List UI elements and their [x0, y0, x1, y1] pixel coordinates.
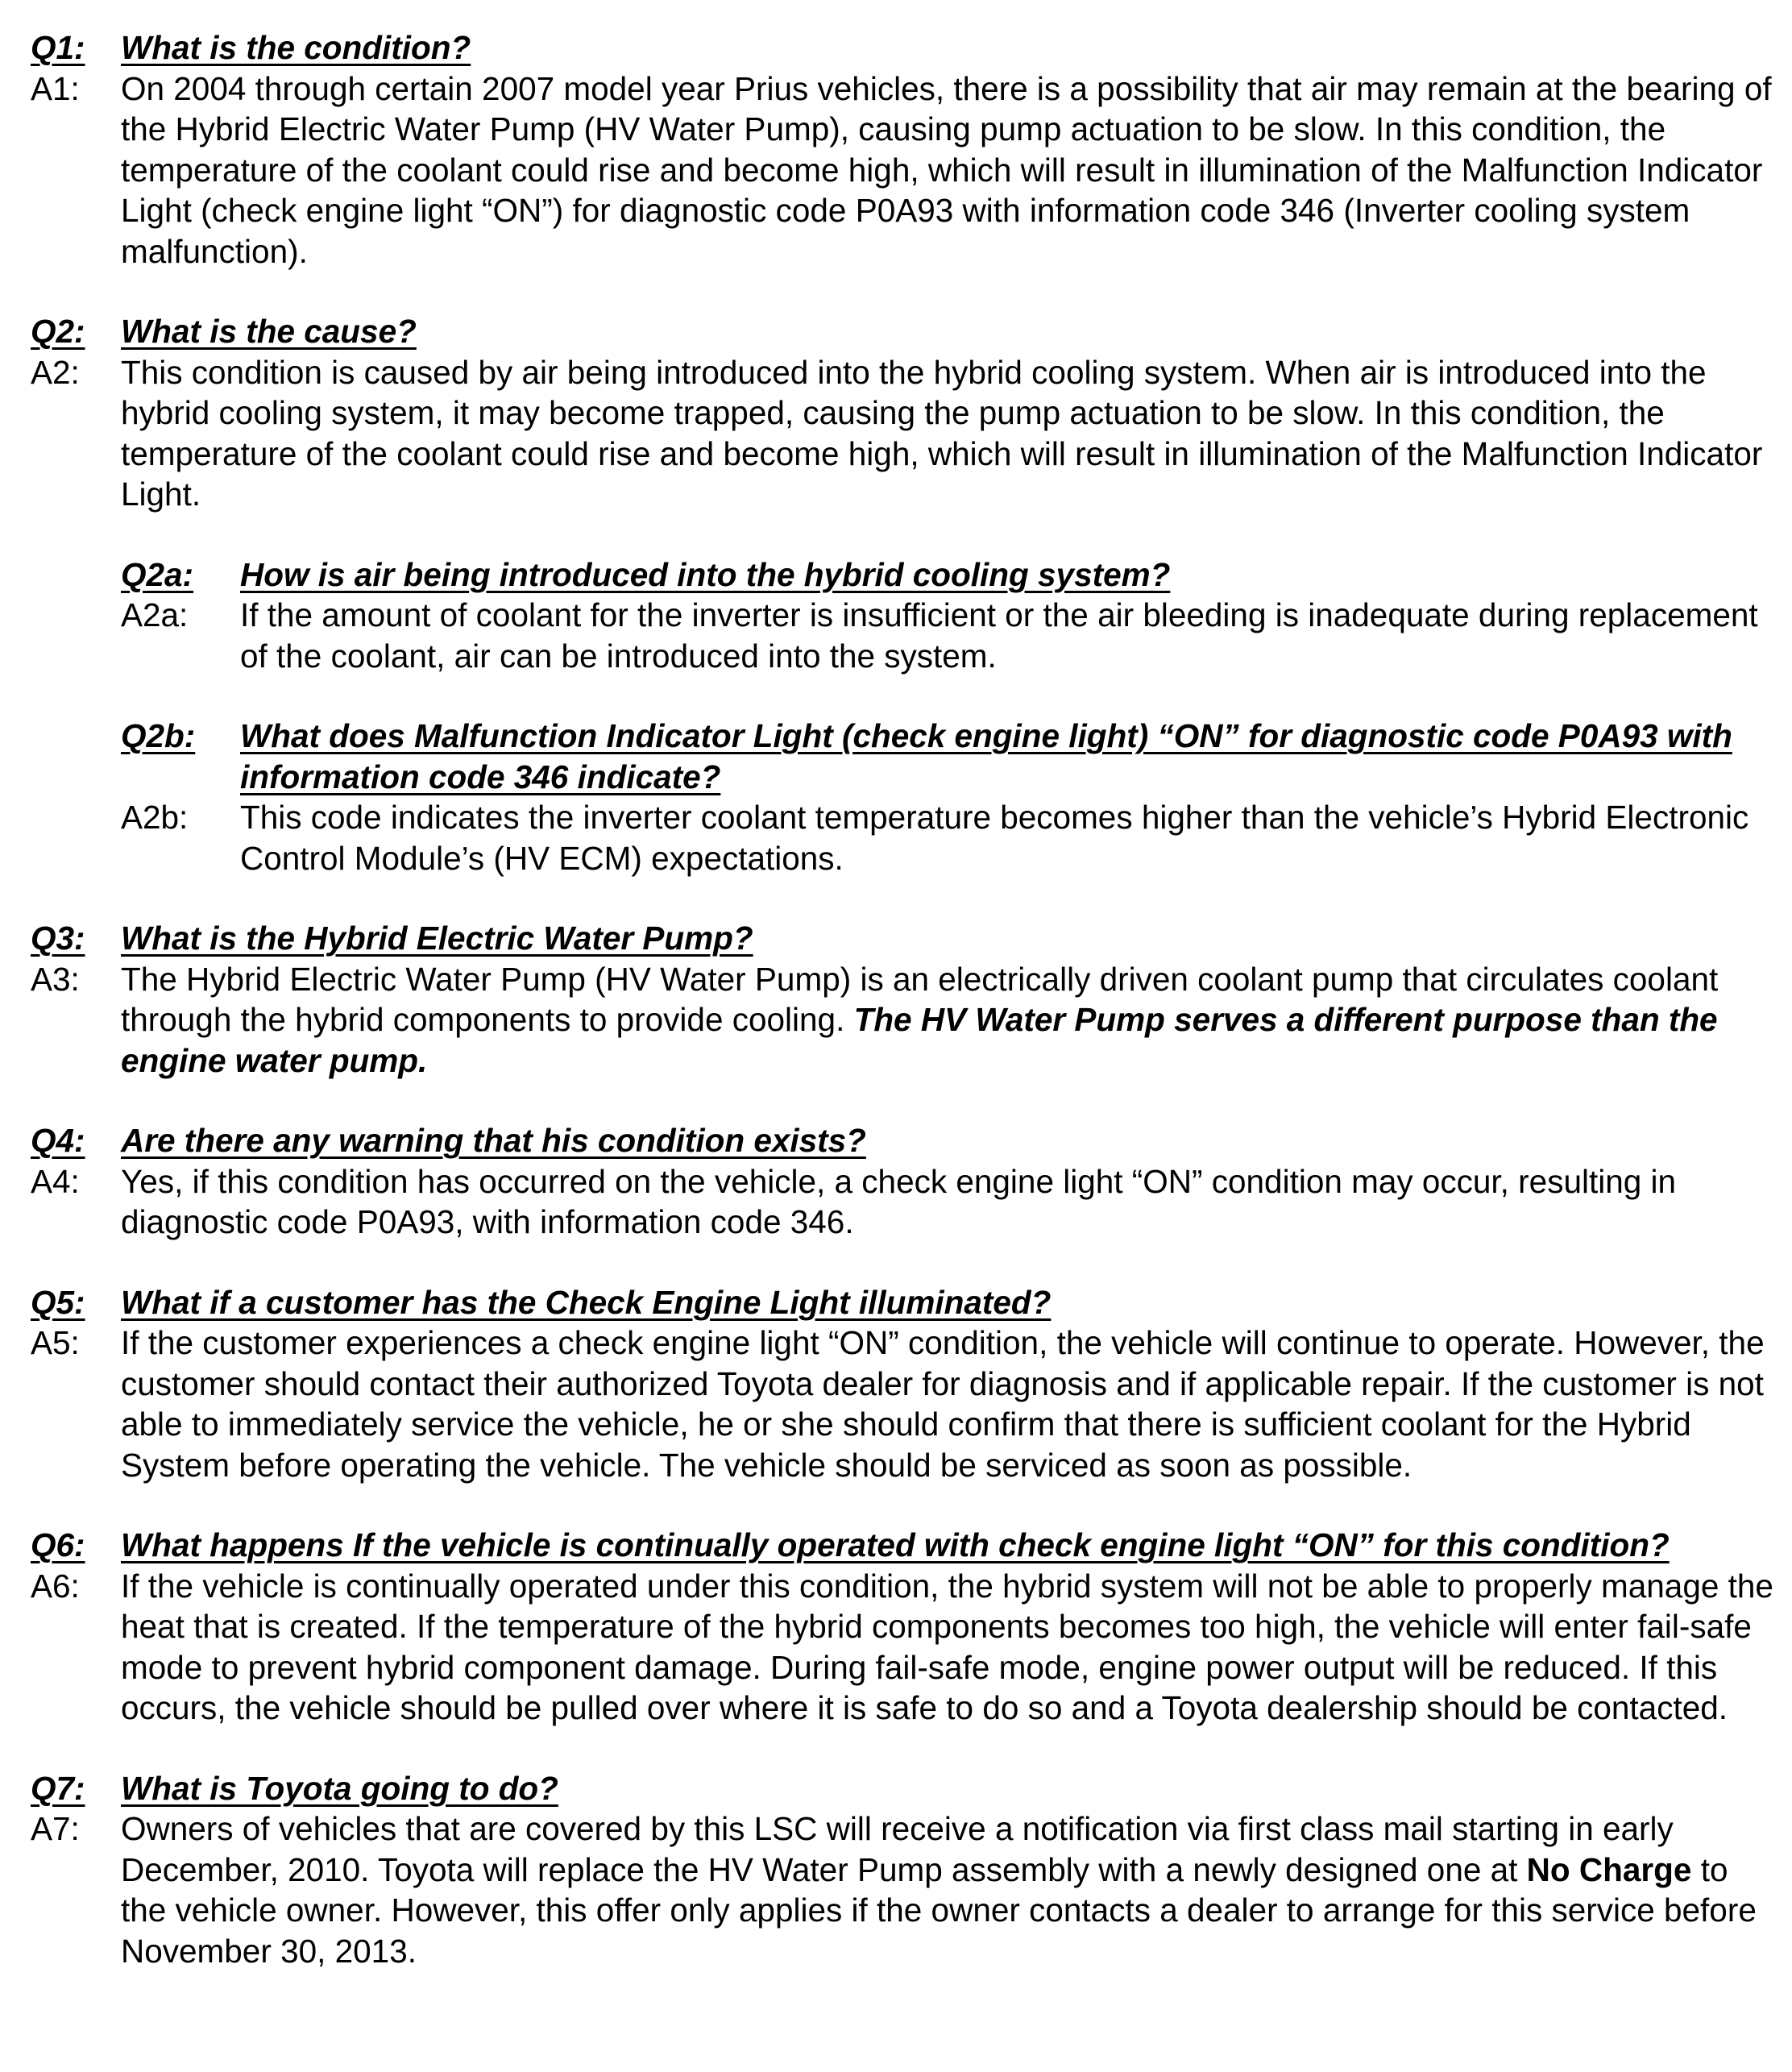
question-row: [31, 1525, 1779, 1566]
question-row: [31, 27, 1779, 69]
question-row: [121, 716, 1779, 797]
question-row: [31, 311, 1779, 352]
answer-text: This condition is caused by air being introduced into the hybrid cooling system. When air is introduced into the hybrid cooling system, it may become trapped, causing the pump actuation to be slow. In this condition, the temperature of the coolant could rise and become high, which will result in illumination of the Malfunction Indicator Light.: [121, 353, 1763, 513]
answer-bold-no-charge: No Charge: [1526, 1850, 1692, 1888]
faq-item-q2a: [121, 554, 1779, 677]
question-label: Q4:: [31, 1122, 85, 1159]
answer-label: A6:: [31, 1567, 80, 1605]
question-label: Q7:: [31, 1769, 85, 1807]
question-text: What is the Hybrid Electric Water Pump?: [121, 920, 753, 957]
answer-label: A5:: [31, 1324, 80, 1361]
question-row: [31, 918, 1779, 959]
faq-item-q5: [31, 1282, 1779, 1486]
answer-text-part-1: Owners of vehicles that are covered by this LSC will receive a notification via first class mail starting in early December, 2010. Toyota will replace the HV Water Pump assembly with a newly designed one at: [121, 1810, 1674, 1888]
question-row: [31, 1282, 1779, 1323]
question-label: Q2a:: [121, 555, 194, 593]
question-row: [31, 1768, 1779, 1809]
question-text: What happens If the vehicle is continually operated with check engine light “ON” for this condition?: [121, 1526, 1670, 1563]
answer-text: Yes, if this condition has occurred on the vehicle, a check engine light “ON” condition may occur, resulting in diagnostic code P0A93, with information code 346.: [121, 1162, 1677, 1240]
question-text: What does Malfunction Indicator Light (check engine light) “ON” for diagnostic code P0A93 with information code 346 indicate?: [240, 717, 1732, 795]
question-text: How is air being introduced into the hybrid cooling system?: [240, 555, 1171, 593]
answer-text: If the customer experiences a check engine light “ON” condition, the vehicle will continue to operate. However, the customer should contact their authorized Toyota dealer for diagnosis and if applicable repair. If the customer is not able to immediately service the vehicle, he or she should confirm that there is sufficient coolant for the Hybrid System before operating the vehicle. The vehicle should be serviced as soon as possible.: [121, 1324, 1765, 1484]
answer-text-part-2: to the vehicle owner. However, this offer only applies if the owner contacts a dealer to arrange for this service before November 30, 2013.: [121, 1850, 1757, 1970]
faq-item-q4: [31, 1120, 1779, 1243]
answer-row: [31, 69, 1779, 272]
question-label: Q1:: [31, 29, 85, 66]
answer-label: A7:: [31, 1810, 80, 1847]
answer-emphasis: The HV Water Pump serves a different purpose than the engine water pump.: [121, 1001, 1718, 1079]
faq-item-q3: [31, 918, 1779, 1081]
answer-label: A2:: [31, 353, 80, 391]
answer-text: This code indicates the inverter coolant temperature becomes higher than the vehicle’s Hybrid Electronic Control Module’s (HV ECM) expectations.: [240, 799, 1749, 877]
answer-text-plain: The Hybrid Electric Water Pump (HV Water Pump) is an electrically driven coolant pump that circulates coolant through the hybrid components to provide cooling.: [121, 960, 1719, 1038]
answer-row: [31, 352, 1779, 515]
question-row: [31, 1120, 1779, 1161]
faq-item-q2b: [121, 716, 1779, 878]
faq-document: [31, 27, 1779, 2011]
answer-label: A2a:: [121, 596, 189, 633]
answer-row: [31, 1808, 1779, 1971]
answer-row: [31, 1323, 1779, 1485]
question-label: Q5:: [31, 1283, 85, 1321]
answer-label: A3:: [31, 960, 80, 998]
faq-item-q1: [31, 27, 1779, 272]
question-label: Q3:: [31, 920, 85, 957]
faq-item-q6: [31, 1525, 1779, 1729]
question-label: Q6:: [31, 1526, 85, 1563]
question-text: What is the cause?: [121, 313, 417, 350]
question-label: Q2b:: [121, 717, 196, 754]
answer-label: A2b:: [121, 799, 189, 836]
question-text: What is Toyota going to do?: [121, 1769, 558, 1807]
question-text: What if a customer has the Check Engine Light illuminated?: [121, 1283, 1052, 1321]
answer-label: A4:: [31, 1162, 80, 1200]
question-text: Are there any warning that his condition exists?: [121, 1122, 866, 1159]
answer-text: [121, 1808, 1779, 1971]
answer-row: [31, 959, 1779, 1082]
question-row: [121, 554, 1779, 596]
question-text: What is the condition?: [121, 29, 471, 66]
answer-row: [121, 595, 1779, 676]
answer-row: [31, 1161, 1779, 1243]
answer-text: On 2004 through certain 2007 model year Prius vehicles, there is a possibility that air may remain at the bearing of the Hybrid Electric Water Pump (HV Water Pump), causing pump actuation to be slow. In this condition, the temperature of the coolant could rise and become high, which will result in illumination of the Malfunction Indicator Light (check engine light “ON”) for diagnostic code P0A93 with information code 346 (Inverter cooling system malfunction).: [121, 69, 1772, 270]
faq-item-q2: [31, 311, 1779, 515]
answer-label: A1:: [31, 69, 80, 107]
answer-row: [31, 1566, 1779, 1729]
faq-item-q7: [31, 1768, 1779, 1972]
answer-text: [121, 959, 1779, 1082]
answer-text: If the vehicle is continually operated under this condition, the hybrid system will not be able to properly manage the heat that is created. If the temperature of the hybrid components becomes too high, the vehicle will enter fail-safe mode to prevent hybrid component damage. During fail-safe mode, engine power output will be reduced. If this occurs, the vehicle should be pulled over where it is safe to do so and a Toyota dealership should be contacted.: [121, 1567, 1773, 1726]
question-label: Q2:: [31, 313, 85, 350]
answer-text: If the amount of coolant for the inverter is insufficient or the air bleeding is inadequate during replacement of the coolant, air can be introduced into the system.: [240, 596, 1758, 675]
answer-row: [121, 797, 1779, 878]
